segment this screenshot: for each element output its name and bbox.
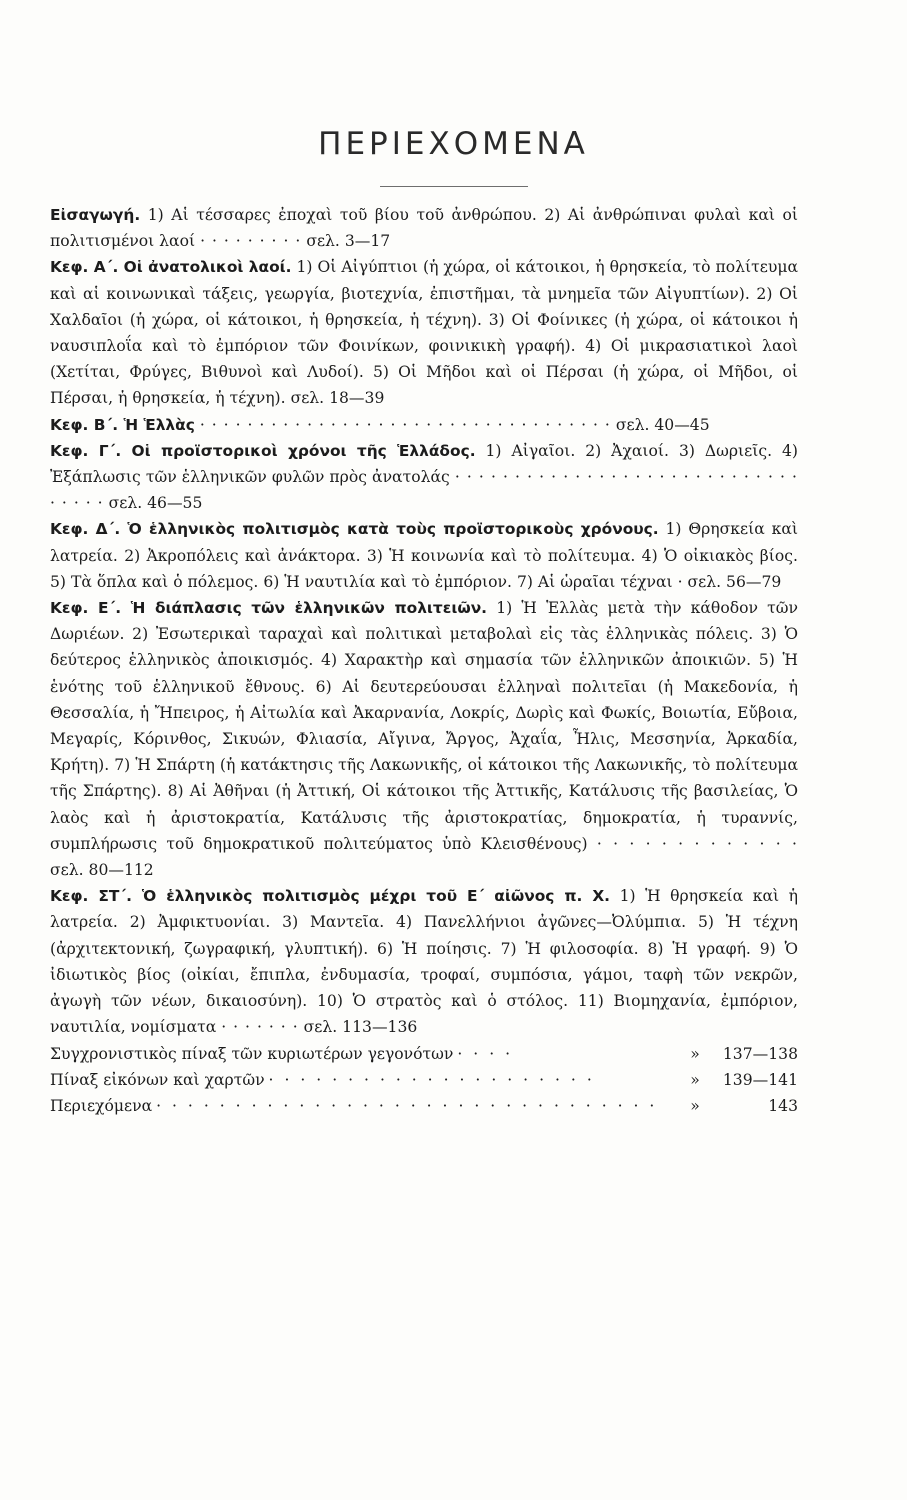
entry-heading: Κεφ. Γ΄. Οἱ προϊστορικοὶ χρόνοι τῆς Ἑλλάδος. — [50, 441, 476, 460]
toc-entry-chapter-a — [50, 254, 798, 411]
entry-heading: Εἰσαγωγή. — [50, 206, 141, 224]
table-of-contents — [50, 202, 798, 1119]
page-range: σελ. 40—45 — [615, 415, 710, 434]
leader-dots: · · · · · · · · · · · · · — [596, 834, 798, 853]
entry-body: 1) Ἡ θρησκεία καὶ ἡ λατρεία. 2) Ἀμφικτυονίαι. 3) Μαντεῖα. 4) Πανελλήνιοι ἀγῶνες—Ὀλύμπια. 5) Ἡ τέχνη (ἀρχιτεκτονική, ζωγραφική, γλυπτική). 6) Ἡ ποίησις. 7) Ἡ φιλοσοφία. 8) Ἡ γραφή. 9) Ὁ ἰδιωτικὸς βίος (οἰκίαι, ἔπιπλα, ἐνδυμασία, τροφαί, συμπόσια, γάμοι, ταφὴ τῶν νεκρῶν, ἀγωγὴ τῶν νέων, δικαιοσύνη). 10) Ὁ στρατὸς καὶ ὁ στόλος. 11) Βιομηχανία, ἐμπόριον, ναυτιλία, νομίσματα — [50, 887, 798, 1037]
toc-entry-chapter-c — [50, 438, 798, 517]
leader-dots: · · · · · · · — [221, 1018, 299, 1037]
page-range: σελ. 46—55 — [108, 494, 203, 513]
toc-entry-chronology — [50, 1041, 798, 1067]
page-title: ΠΕΡΙΕΧΟΜΕΝΑ — [318, 126, 589, 162]
page-range: σελ. 80—112 — [50, 861, 154, 880]
toc-entry-figures — [50, 1067, 798, 1093]
entry-body: 1) Θρησκεία καὶ λατρεία. 2) Ἀκροπόλεις καὶ ἀνάκτορα. 3) Ἡ κοινωνία καὶ τὸ πολίτευμα. 4) Ὁ οἰκιακὸς βίος. 5) Τὰ ὅπλα καὶ ὁ πόλεμος. 6) Ἡ ναυτιλία καὶ τὸ ἐμπόριον. 7) Αἱ ὡραῖαι τέχναι · — [50, 520, 798, 591]
page-range: σελ. 18—39 — [290, 389, 385, 408]
leader-dots: · · · · · · · · · · · · · · · · · · · · · — [268, 1070, 595, 1089]
entry-label: Πίναξ εἰκόνων καὶ χαρτῶν — [50, 1070, 265, 1089]
entry-heading: Κεφ. Ε΄. Ἡ διάπλασις τῶν ἑλληνικῶν πολιτειῶν. — [50, 599, 488, 618]
entry-heading: Κεφ. Β΄. Ἡ Ἑλλὰς — [50, 415, 195, 434]
toc-entry-chapter-b — [50, 412, 798, 438]
toc-entry-chapter-d — [50, 516, 798, 595]
title-divider — [380, 186, 528, 187]
toc-entry-introduction — [50, 202, 798, 254]
toc-entry-chapter-st — [50, 883, 798, 1040]
leader-dots: · · · · · · · · · · · · · · · · · · · · · · · · · · · · · · · · · · — [50, 468, 798, 513]
entry-body: 1) Ἡ Ἑλλὰς μετὰ τὴν κάθοδον τῶν Δωριέων. 2) Ἐσωτερικαὶ ταραχαὶ καὶ πολιτικαὶ μεταβολαὶ εἰς τὰς ἑλληνικὰς πόλεις. 3) Ὁ δεύτερος ἑλληνικὸς ἀποικισμός. 4) Χαρακτὴρ καὶ σημασία τῶν ἑλληνικῶν ἀποικιῶν. 5) Ἡ ἑνότης τοῦ ἑλληνικοῦ ἔθνους. 6) Αἱ δευτερεύουσαι ἑλληναὶ πολιτεῖαι (ἡ Μακεδονία, ἡ Θεσσαλία, ἡ Ἤπειρος, ἡ Αἰτωλία καὶ Ἀκαρνανία, Λοκρίς, Δωρὶς καὶ Φωκίς, Βοιωτία, Εὔβοια, Μεγαρίς, Κόρινθος, Σικυών, Φλιασία, Αἴγινα, Ἄργος, Ἀχαΐα, Ἦλις, Μεσσηνία, Ἀρκαδία, Κρήτη). 7) Ἡ Σπάρτη (ἡ κατάκτησις τῆς Λακωνικῆς, οἱ κάτοικοι τῆς Λακωνικῆς, τὸ πολίτευμα τῆς Σπάρτης). 8) Αἱ Ἀθῆναι (ἡ Ἀττική, Οἱ κάτοικοι τῆς Ἀττικῆς, Κατάλυσις τῆς βασιλείας, Ὁ λαὸς καὶ ἡ ἀριστοκρατία, Κατάλυσις τῆς ἀριστοκρατίας, δημοκρατία, ἡ τυραννίς, συμπλήρωσις τοῦ δημοκρατικοῦ πολιτεύματος ὑπὸ Κλεισθένους) — [50, 599, 798, 853]
page-range: σελ. 113—136 — [303, 1018, 418, 1037]
entry-heading: Κεφ. Α΄. Οἱ ἀνατολικοὶ λαοί. — [50, 258, 292, 277]
page-range: σελ. 3—17 — [306, 232, 391, 251]
leader-dots: · · · · · · · · · — [200, 232, 302, 251]
page-range: 137—138 — [722, 1044, 798, 1063]
leader-dots: · · · · — [457, 1044, 514, 1063]
leader-dots: · · · · · · · · · · · · · · · · · · · · · · · · · · · · · · · · · · · — [199, 415, 611, 434]
toc-entry-chapter-e — [50, 595, 798, 883]
entry-body: 1) Αἰγαῖοι. 2) Ἀχαιοί. 3) Δωριεῖς. 4) Ἐξάπλωσις τῶν ἑλληνικῶν φυλῶν πρὸς ἀνατολάς — [50, 441, 798, 487]
ditto-mark: » — [690, 1044, 700, 1063]
entry-body: 1) Οἱ Αἰγύπτιοι (ἡ χώρα, οἱ κάτοικοι, ἡ θρησκεία, τὸ πολίτευμα καὶ αἱ κοινωνικαὶ τάξεις, γεωργία, βιοτεχνία, ἐπιστῆμαι, τὰ μνημεῖα τῶν Αἰγυπτίων). 2) Οἱ Χαλδαῖοι (ἡ χώρα, οἱ κάτοικοι, ἡ θρησκεία, ἡ τέχνη). 3) Οἱ Φοίνικες (ἡ χώρα, οἱ κάτοικοι ἡ ναυσιπλοΐα καὶ τὸ ἐμπόριον τῶν Φοινίκων, φοινικικὴ γραφή). 4) Οἱ μικρασιατικοὶ λαοὶ (Χετίται, Φρύγες, Βιθυνοὶ καὶ Λυδοί). 5) Οἱ Μῆδοι καὶ οἱ Πέρσαι (ἡ χώρα, οἱ Μῆδοι, οἱ Πέρσαι, ἡ θρησκεία, ἡ τέχνη). — [50, 258, 798, 408]
entry-label: Περιεχόμενα — [50, 1096, 153, 1115]
ditto-mark: » — [690, 1070, 700, 1089]
page-range: 143 — [768, 1096, 798, 1115]
entry-heading: Κεφ. Δ΄. Ὁ ἑλληνικὸς πολιτισμὸς κατὰ τοὺς προϊστορικοὺς χρόνους. — [50, 520, 659, 539]
page-range: σελ. 56—79 — [687, 572, 782, 591]
entry-heading: Κεφ. ΣΤ΄. Ὁ ἑλληνικὸς πολιτισμὸς μέχρι τοῦ Ε΄ αἰῶνος π. Χ. — [50, 887, 611, 906]
entry-body: 1) Αἱ τέσσαρες ἐποχαὶ τοῦ βίου τοῦ ἀνθρώπου. 2) Αἱ ἀνθρώπιναι φυλαὶ καὶ οἱ πολιτισμένοι λαοί — [50, 206, 798, 251]
entry-label: Συγχρονιστικὸς πίναξ τῶν κυριωτέρων γεγονότων — [50, 1044, 454, 1063]
page-range: 139—141 — [722, 1070, 798, 1089]
leader-dots: · · · · · · · · · · · · · · · · · · · · · · · · · · · · · · · · — [156, 1096, 658, 1115]
toc-entry-contents — [50, 1093, 798, 1119]
ditto-mark: » — [690, 1096, 700, 1115]
